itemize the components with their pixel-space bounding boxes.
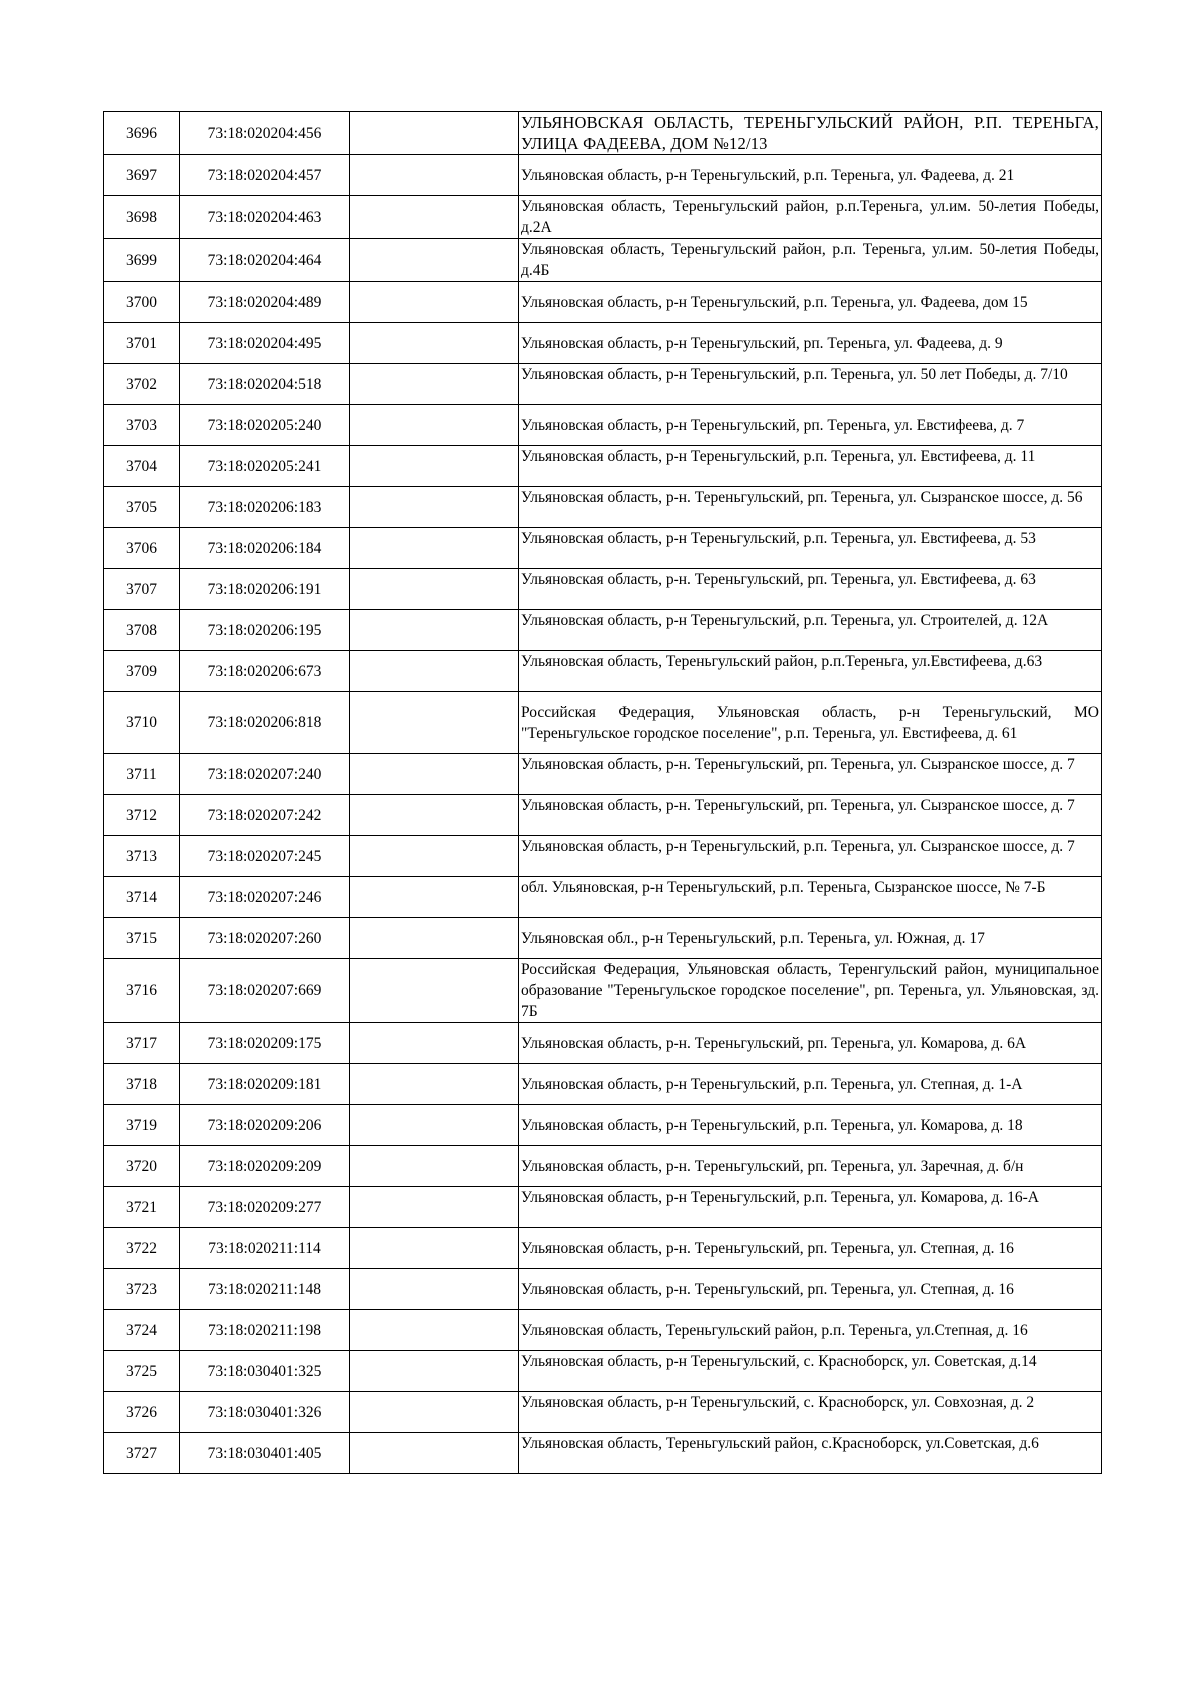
address-cell — [519, 1392, 1102, 1433]
address-cell — [519, 282, 1102, 323]
address-text: Ульяновская область, р-н Тереньгульский, с. Красноборск, ул. Совхозная, д. 2 — [521, 1394, 1035, 1411]
empty-cell — [350, 323, 519, 364]
address-cell — [519, 155, 1102, 196]
table-row — [104, 877, 1102, 918]
address-cell — [519, 528, 1102, 569]
cadastral-number-cell: 73:18:020209:175 — [180, 1023, 350, 1064]
address-cell — [519, 239, 1102, 282]
address-text: Ульяновская область, р-н Тереньгульский, р.п. Тереньга, ул. Фадеева, д. 21 — [521, 166, 1015, 184]
address-text: Ульяновская обл., р-н Тереньгульский, р.п. Тереньга, ул. Южная, д. 17 — [521, 929, 985, 947]
table-row — [104, 155, 1102, 196]
address-text: Ульяновская область, р-н Тереньгульский, р.п. Тереньга, ул. Комарова, д. 16-А — [521, 1189, 1039, 1206]
row-number-cell: 3697 — [104, 155, 180, 196]
empty-cell — [350, 155, 519, 196]
address-cell — [519, 1433, 1102, 1474]
row-number-cell: 3722 — [104, 1228, 180, 1269]
empty-cell — [350, 754, 519, 795]
empty-cell — [350, 1392, 519, 1433]
cadastral-number-cell: 73:18:020211:198 — [180, 1310, 350, 1351]
property-registry-table — [103, 111, 1102, 1474]
row-number-cell: 3700 — [104, 282, 180, 323]
row-number-cell: 3696 — [104, 112, 180, 155]
row-number-cell: 3698 — [104, 196, 180, 239]
registry-table-body — [104, 112, 1102, 1474]
address-text: обл. Ульяновская, р-н Тереньгульский, р.п. Тереньга, Сызранское шоссе, № 7-Б — [521, 879, 1046, 896]
empty-cell — [350, 1023, 519, 1064]
address-cell — [519, 1351, 1102, 1392]
table-row — [104, 1269, 1102, 1310]
row-number-cell: 3723 — [104, 1269, 180, 1310]
table-row — [104, 1433, 1102, 1474]
cadastral-number-cell: 73:18:020206:818 — [180, 692, 350, 754]
cadastral-number-cell: 73:18:020211:114 — [180, 1228, 350, 1269]
empty-cell — [350, 528, 519, 569]
cadastral-number-cell: 73:18:020207:245 — [180, 836, 350, 877]
empty-cell — [350, 795, 519, 836]
cadastral-number-cell: 73:18:020206:183 — [180, 487, 350, 528]
cadastral-number-cell: 73:18:020204:518 — [180, 364, 350, 405]
cadastral-number-cell: 73:18:020205:240 — [180, 405, 350, 446]
address-cell — [519, 692, 1102, 754]
row-number-cell: 3699 — [104, 239, 180, 282]
cadastral-number-cell: 73:18:020206:191 — [180, 569, 350, 610]
address-cell — [519, 1187, 1102, 1228]
address-cell — [519, 446, 1102, 487]
empty-cell — [350, 405, 519, 446]
address-text: Ульяновская область, р-н Тереньгульский, р.п. Тереньга, ул. Степная, д. 1-А — [521, 1075, 1023, 1093]
row-number-cell: 3704 — [104, 446, 180, 487]
cadastral-number-cell: 73:18:020209:181 — [180, 1064, 350, 1105]
empty-cell — [350, 487, 519, 528]
empty-cell — [350, 1433, 519, 1474]
row-number-cell: 3724 — [104, 1310, 180, 1351]
row-number-cell: 3719 — [104, 1105, 180, 1146]
table-row — [104, 569, 1102, 610]
row-number-cell: 3713 — [104, 836, 180, 877]
address-cell — [519, 1105, 1102, 1146]
address-text: УЛЬЯНОВСКАЯ ОБЛАСТЬ, ТЕРЕНЬГУЛЬСКИЙ РАЙОН, Р.П. ТЕРЕНЬГА, УЛИЦА ФАДЕЕВА, ДОМ №12/13 — [521, 113, 1099, 153]
address-text: Ульяновская область, р-н Тереньгульский, р.п. Тереньга, ул. Комарова, д. 18 — [521, 1116, 1023, 1134]
address-cell — [519, 1269, 1102, 1310]
address-cell — [519, 651, 1102, 692]
address-cell — [519, 1228, 1102, 1269]
row-number-cell: 3721 — [104, 1187, 180, 1228]
empty-cell — [350, 1105, 519, 1146]
address-text: Ульяновская область, р-н. Тереньгульский, рп. Тереньга, ул. Сызранское шоссе, д. 56 — [521, 489, 1083, 506]
row-number-cell: 3727 — [104, 1433, 180, 1474]
row-number-cell: 3725 — [104, 1351, 180, 1392]
empty-cell — [350, 282, 519, 323]
row-number-cell: 3714 — [104, 877, 180, 918]
table-row — [104, 795, 1102, 836]
empty-cell — [350, 1269, 519, 1310]
table-row — [104, 323, 1102, 364]
table-row — [104, 528, 1102, 569]
table-row — [104, 1228, 1102, 1269]
row-number-cell: 3712 — [104, 795, 180, 836]
address-cell — [519, 1146, 1102, 1187]
empty-cell — [350, 918, 519, 959]
address-text: Ульяновская область, Тереньгульский район, р.п. Тереньга, ул.Степная, д. 16 — [521, 1321, 1028, 1339]
empty-cell — [350, 364, 519, 405]
empty-cell — [350, 959, 519, 1023]
cadastral-number-cell: 73:18:020204:495 — [180, 323, 350, 364]
table-row — [104, 1105, 1102, 1146]
address-cell — [519, 1310, 1102, 1351]
address-text: Ульяновская область, р-н Тереньгульский, р.п. Тереньга, ул. 50 лет Победы, д. 7/10 — [521, 366, 1068, 383]
row-number-cell: 3726 — [104, 1392, 180, 1433]
table-row — [104, 1187, 1102, 1228]
address-text: Ульяновская область, р-н. Тереньгульский, рп. Тереньга, ул. Евстифеева, д. 63 — [521, 571, 1036, 588]
table-row — [104, 1064, 1102, 1105]
cadastral-number-cell: 73:18:020211:148 — [180, 1269, 350, 1310]
address-cell — [519, 487, 1102, 528]
row-number-cell: 3708 — [104, 610, 180, 651]
address-cell — [519, 323, 1102, 364]
empty-cell — [350, 112, 519, 155]
address-cell — [519, 836, 1102, 877]
table-row — [104, 754, 1102, 795]
table-row — [104, 487, 1102, 528]
address-text: Ульяновская область, р-н Тереньгульский, р.п. Тереньга, ул. Евстифеева, д. 11 — [521, 448, 1036, 465]
empty-cell — [350, 1064, 519, 1105]
empty-cell — [350, 1146, 519, 1187]
cadastral-number-cell: 73:18:020206:184 — [180, 528, 350, 569]
cadastral-number-cell: 73:18:020207:669 — [180, 959, 350, 1023]
address-text: Ульяновская область, Тереньгульский район, р.п.Тереньга, ул.им. 50-летия Победы, д.2А — [521, 198, 1099, 236]
address-text: Ульяновская область, р-н Тереньгульский, р.п. Тереньга, ул. Строителей, д. 12А — [521, 612, 1049, 629]
row-number-cell: 3706 — [104, 528, 180, 569]
empty-cell — [350, 1228, 519, 1269]
cadastral-number-cell: 73:18:030401:405 — [180, 1433, 350, 1474]
cadastral-number-cell: 73:18:020204:457 — [180, 155, 350, 196]
row-number-cell: 3711 — [104, 754, 180, 795]
table-row — [104, 282, 1102, 323]
row-number-cell: 3716 — [104, 959, 180, 1023]
address-text: Ульяновская область, Тереньгульский район, р.п. Тереньга, ул.им. 50-летия Победы, д.4Б — [521, 241, 1099, 279]
row-number-cell: 3710 — [104, 692, 180, 754]
address-cell — [519, 1064, 1102, 1105]
table-row — [104, 651, 1102, 692]
cadastral-number-cell: 73:18:020209:206 — [180, 1105, 350, 1146]
cadastral-number-cell: 73:18:020205:241 — [180, 446, 350, 487]
address-text: Ульяновская область, Тереньгульский район, р.п.Тереньга, ул.Евстифеева, д.63 — [521, 653, 1043, 670]
address-text: Ульяновская область, р-н. Тереньгульский, рп. Тереньга, ул. Степная, д. 16 — [521, 1239, 1014, 1257]
cadastral-number-cell: 73:18:020209:209 — [180, 1146, 350, 1187]
table-row — [104, 112, 1102, 155]
address-text: Ульяновская область, р-н Тереньгульский, р.п. Тереньга, ул. Евстифеева, д. 53 — [521, 530, 1036, 547]
address-cell — [519, 610, 1102, 651]
address-cell — [519, 405, 1102, 446]
address-text: Ульяновская область, р-н. Тереньгульский, рп. Тереньга, ул. Степная, д. 16 — [521, 1280, 1014, 1298]
row-number-cell: 3701 — [104, 323, 180, 364]
address-text: Ульяновская область, р-н. Тереньгульский, рп. Тереньга, ул. Сызранское шоссе, д. 7 — [521, 756, 1075, 773]
empty-cell — [350, 836, 519, 877]
table-row — [104, 959, 1102, 1023]
table-row — [104, 836, 1102, 877]
address-cell — [519, 795, 1102, 836]
cadastral-number-cell: 73:18:020206:673 — [180, 651, 350, 692]
address-cell — [519, 196, 1102, 239]
table-row — [104, 1351, 1102, 1392]
address-text: Ульяновская область, р-н Тереньгульский, р.п. Тереньга, ул. Сызранское шоссе, д. 7 — [521, 838, 1075, 855]
address-cell — [519, 1023, 1102, 1064]
empty-cell — [350, 569, 519, 610]
cadastral-number-cell: 73:18:020204:464 — [180, 239, 350, 282]
table-row — [104, 692, 1102, 754]
cadastral-number-cell: 73:18:020204:489 — [180, 282, 350, 323]
cadastral-number-cell: 73:18:020204:456 — [180, 112, 350, 155]
cadastral-number-cell: 73:18:020207:242 — [180, 795, 350, 836]
empty-cell — [350, 196, 519, 239]
table-row — [104, 1392, 1102, 1433]
empty-cell — [350, 1351, 519, 1392]
address-text: Российская Федерация, Ульяновская область, Теренгульский район, муниципальное образование "Тереньгульское городское поселение", рп. Тереньга, ул. Ульяновская, зд. 7Б — [521, 961, 1099, 1020]
table-row — [104, 239, 1102, 282]
empty-cell — [350, 651, 519, 692]
empty-cell — [350, 446, 519, 487]
empty-cell — [350, 692, 519, 754]
table-row — [104, 405, 1102, 446]
address-text: Российская Федерация, Ульяновская область, р-н Тереньгульский, МО "Тереньгульское городское поселение", р.п. Тереньга, ул. Евстифеева, д. 61 — [521, 703, 1099, 742]
cadastral-number-cell: 73:18:020207:260 — [180, 918, 350, 959]
address-cell — [519, 569, 1102, 610]
cadastral-number-cell: 73:18:020206:195 — [180, 610, 350, 651]
table-row — [104, 446, 1102, 487]
address-cell — [519, 959, 1102, 1023]
row-number-cell: 3705 — [104, 487, 180, 528]
address-cell — [519, 364, 1102, 405]
cadastral-number-cell: 73:18:030401:325 — [180, 1351, 350, 1392]
address-cell — [519, 918, 1102, 959]
address-text: Ульяновская область, р-н Тереньгульский, с. Красноборск, ул. Советская, д.14 — [521, 1353, 1037, 1370]
table-row — [104, 196, 1102, 239]
cadastral-number-cell: 73:18:020209:277 — [180, 1187, 350, 1228]
row-number-cell: 3709 — [104, 651, 180, 692]
cadastral-number-cell: 73:18:020207:246 — [180, 877, 350, 918]
address-cell — [519, 112, 1102, 155]
table-row — [104, 364, 1102, 405]
empty-cell — [350, 1187, 519, 1228]
address-text: Ульяновская область, р-н Тереньгульский, р.п. Тереньга, ул. Фадеева, дом 15 — [521, 293, 1028, 311]
row-number-cell: 3702 — [104, 364, 180, 405]
address-text: Ульяновская область, р-н Тереньгульский, рп. Тереньга, ул. Евстифеева, д. 7 — [521, 416, 1025, 434]
cadastral-number-cell: 73:18:020204:463 — [180, 196, 350, 239]
address-text: Ульяновская область, р-н. Тереньгульский, рп. Тереньга, ул. Заречная, д. б/н — [521, 1157, 1024, 1175]
row-number-cell: 3703 — [104, 405, 180, 446]
row-number-cell: 3715 — [104, 918, 180, 959]
row-number-cell: 3720 — [104, 1146, 180, 1187]
empty-cell — [350, 877, 519, 918]
address-cell — [519, 754, 1102, 795]
cadastral-number-cell: 73:18:030401:326 — [180, 1392, 350, 1433]
cadastral-number-cell: 73:18:020207:240 — [180, 754, 350, 795]
address-text: Ульяновская область, р-н. Тереньгульский, рп. Тереньга, ул. Сызранское шоссе, д. 7 — [521, 797, 1075, 814]
empty-cell — [350, 1310, 519, 1351]
address-text: Ульяновская область, Тереньгульский район, с.Красноборск, ул.Советская, д.6 — [521, 1435, 1039, 1452]
row-number-cell: 3707 — [104, 569, 180, 610]
address-text: Ульяновская область, р-н Тереньгульский, рп. Тереньга, ул. Фадеева, д. 9 — [521, 334, 1003, 352]
empty-cell — [350, 610, 519, 651]
row-number-cell: 3718 — [104, 1064, 180, 1105]
table-row — [104, 1310, 1102, 1351]
table-row — [104, 1023, 1102, 1064]
table-row — [104, 610, 1102, 651]
address-cell — [519, 877, 1102, 918]
table-row — [104, 1146, 1102, 1187]
empty-cell — [350, 239, 519, 282]
table-row — [104, 918, 1102, 959]
row-number-cell: 3717 — [104, 1023, 180, 1064]
address-text: Ульяновская область, р-н. Тереньгульский, рп. Тереньга, ул. Комарова, д. 6А — [521, 1034, 1027, 1052]
